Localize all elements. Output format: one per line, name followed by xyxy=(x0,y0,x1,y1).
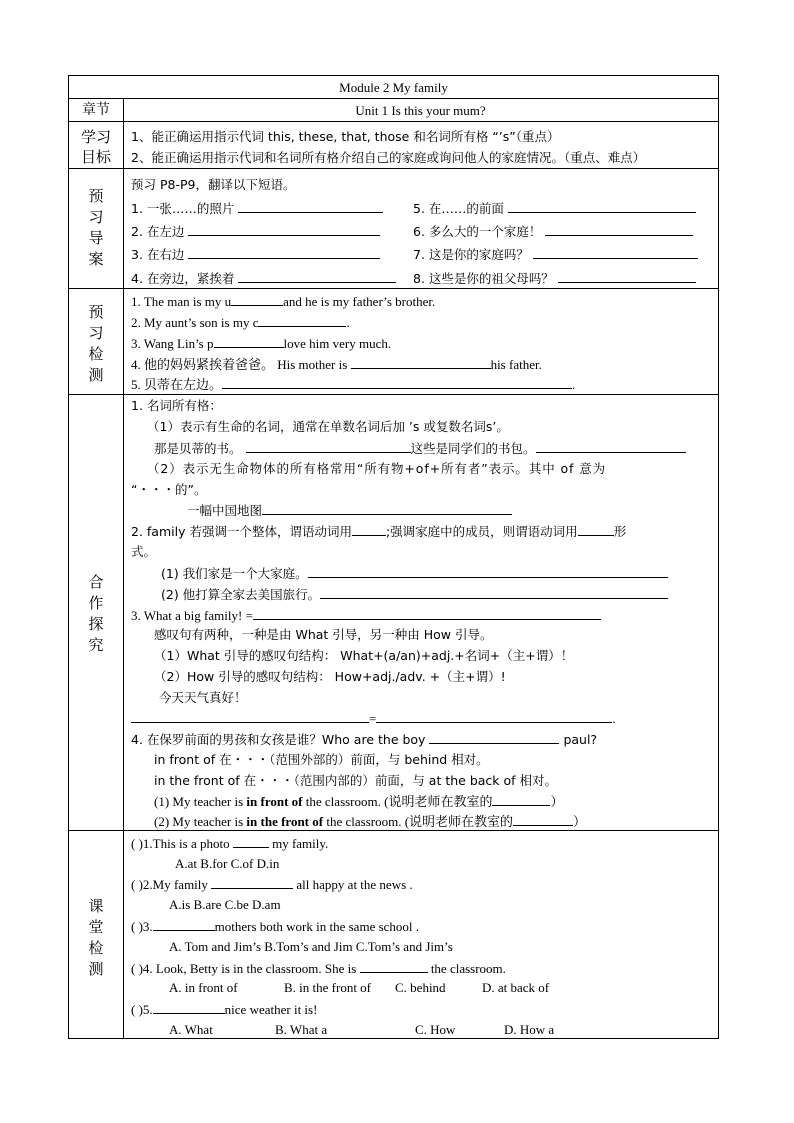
answer-blank[interactable] xyxy=(558,270,696,283)
check-line-5 xyxy=(131,376,575,393)
text: the classroom. (说明老师在教室的 xyxy=(326,814,514,829)
label-char: 预 xyxy=(88,187,104,205)
answer-blank[interactable] xyxy=(352,523,386,536)
text: nice weather it is! xyxy=(224,1002,318,1017)
answer-blank[interactable] xyxy=(360,960,428,973)
text: (2) 他打算全家去美国旅行。 xyxy=(161,587,321,602)
section-3-example: 今天天气真好！ xyxy=(159,690,247,705)
section-4-example-2 xyxy=(154,813,586,830)
answer-blank[interactable] xyxy=(308,565,668,578)
phrase-text: 6. 多么大的一个家庭！ xyxy=(413,224,542,239)
text: my family. xyxy=(272,836,329,851)
phrase-item xyxy=(131,200,383,217)
lesson-plan-table xyxy=(68,75,719,1039)
answer-blank[interactable] xyxy=(351,356,491,369)
goals-label-line: 学习 xyxy=(80,128,111,146)
answer-blank[interactable] xyxy=(258,314,346,327)
text: love him very much. xyxy=(283,336,392,351)
label-char: 测 xyxy=(88,960,104,978)
question-4 xyxy=(131,960,506,977)
text: the classroom. xyxy=(430,961,506,976)
question-4-option-d: D. at back of xyxy=(482,980,550,995)
answer-blank[interactable] xyxy=(536,440,686,453)
row-divider xyxy=(69,394,718,395)
goal-2: 2、能正确运用指示代词和名词所有格介绍自己的家庭或询问他人的家庭情况。（重点、难点） xyxy=(131,150,646,165)
check-line-1 xyxy=(131,293,435,310)
question-5-option-b: B. What a xyxy=(275,1022,328,1037)
class-test-label xyxy=(69,896,123,980)
label-char: 究 xyxy=(88,636,104,654)
label-char: 堂 xyxy=(88,918,104,936)
text: ( )4. Look, Betty is in the classroom. She is xyxy=(131,961,357,976)
check-line-2 xyxy=(131,314,350,331)
text: 形 xyxy=(613,524,627,539)
phrase-item xyxy=(131,223,380,240)
text: the classroom. (说明老师在教室的 xyxy=(305,794,493,809)
answer-blank[interactable] xyxy=(533,246,698,259)
section-1-example-1 xyxy=(154,440,686,457)
section-3-what: （1）What 引导的感叹句结构： What+(a/an)+adj.+名词+（主+谓）！ xyxy=(154,648,574,663)
row-divider xyxy=(69,121,718,122)
phrase-item xyxy=(413,270,696,287)
phrase-item xyxy=(413,200,696,217)
row-divider xyxy=(69,288,718,289)
section-4-title xyxy=(131,731,597,748)
text: in the front of xyxy=(246,814,324,829)
text: ） xyxy=(573,814,587,829)
text: = xyxy=(369,711,377,726)
phrase-text: 5. 在……的前面 xyxy=(413,201,504,216)
phrase-item xyxy=(413,246,698,263)
label-char: 测 xyxy=(88,366,104,384)
text: 5. 贝蒂在左边。 xyxy=(131,377,223,392)
question-4-option-b: B. in the front of xyxy=(284,980,372,995)
text: ( )3. xyxy=(131,919,153,934)
answer-blank[interactable] xyxy=(214,335,284,348)
goals-label-line: 目标 xyxy=(80,148,111,166)
text: ） xyxy=(550,794,564,809)
section-1-rule-1: （1）表示有生命的名词，通常在单数名词后加 ’s 或复数名词s’。 xyxy=(147,419,509,434)
text: all happy at the news . xyxy=(296,877,413,892)
section-1-rule-2b: “・・・的”。 xyxy=(131,482,207,497)
text: ;强调家庭中的成员，则谓语动词用 xyxy=(385,524,578,539)
goal-1: 1、能正确运用指示代词 this, these, that, those 和名词所有格 “’s”（重点） xyxy=(131,129,560,144)
label-char: 习 xyxy=(88,208,104,226)
answer-blank[interactable] xyxy=(238,200,383,213)
label-char: 习 xyxy=(88,324,104,342)
answer-blank[interactable] xyxy=(429,731,559,744)
label-char: 探 xyxy=(88,615,104,633)
answer-blank[interactable] xyxy=(320,586,668,599)
answer-blank[interactable] xyxy=(233,835,269,848)
answer-blank[interactable] xyxy=(188,246,380,259)
phrase-item xyxy=(413,223,693,240)
label-char: 课 xyxy=(88,897,104,915)
text: 一幅中国地图 xyxy=(187,503,263,518)
phrase-text: 1. 一张……的照片 xyxy=(131,201,235,216)
text: 这些是同学们的书包。 xyxy=(410,441,536,456)
phrase-item xyxy=(131,270,396,287)
section-3-answer xyxy=(131,710,616,727)
label-char: 预 xyxy=(88,303,104,321)
phrase-text: 2. 在左边 xyxy=(131,224,185,239)
answer-blank[interactable] xyxy=(231,293,283,306)
text: 3. Wang Lin’s p xyxy=(131,336,214,351)
label-char: 检 xyxy=(88,939,104,957)
answer-blank[interactable] xyxy=(513,813,573,826)
section-3-how: （2）How 引导的感叹句结构： How+adj./adv. +（主+谓）! xyxy=(154,669,506,684)
answer-blank[interactable] xyxy=(578,523,614,536)
unit-title: Unit 1 Is this your mum? xyxy=(355,103,486,118)
text: (2) My teacher is xyxy=(154,814,244,829)
label-char: 合 xyxy=(88,573,104,591)
answer-blank[interactable] xyxy=(188,223,380,236)
section-2-line-b: 式。 xyxy=(131,544,157,559)
question-5-option-c: C. How xyxy=(415,1022,456,1037)
phrase-text: 7. 这是你的家庭吗？ xyxy=(413,247,529,262)
module-title: Module 2 My family xyxy=(339,80,448,95)
phrase-text: 4. 在旁边，紧挨着 xyxy=(131,271,235,286)
text: 1. The man is my u xyxy=(131,294,232,309)
section-1-title: 1. 名词所有格： xyxy=(131,398,222,413)
answer-blank[interactable] xyxy=(153,1001,225,1014)
question-5-option-d: D. How a xyxy=(504,1022,555,1037)
label-char: 作 xyxy=(88,594,104,612)
row-divider xyxy=(69,830,718,831)
question-3-options: A. Tom and Jim’s B.Tom’s and Jim C.Tom’s and Jim’s xyxy=(169,939,453,954)
text: 2. family 若强调一个整体，谓语动词用 xyxy=(131,524,352,539)
section-3-title xyxy=(131,607,601,624)
answer-blank[interactable] xyxy=(253,607,601,620)
text: . xyxy=(612,711,616,726)
row-divider xyxy=(69,98,718,99)
label-char: 检 xyxy=(88,345,104,363)
answer-blank[interactable] xyxy=(508,200,696,213)
question-3 xyxy=(131,918,419,935)
answer-blank[interactable] xyxy=(376,710,612,723)
text: 那是贝蒂的书。 xyxy=(154,441,242,456)
question-1-options: A.at B.for C.of D.in xyxy=(175,856,280,871)
answer-blank[interactable] xyxy=(153,918,215,931)
question-1 xyxy=(131,835,328,852)
label-char: 案 xyxy=(88,250,104,268)
check-line-3 xyxy=(131,335,391,352)
phrase-text: 3. 在右边 xyxy=(131,247,185,262)
text: 3. What a big family! = xyxy=(131,608,253,623)
preview-check-label xyxy=(69,302,123,386)
label-char: 导 xyxy=(88,229,104,247)
answer-blank[interactable] xyxy=(545,223,693,236)
section-1-rule-2: （2）表示无生命物体的所有格常用“所有物+of+所有者”表示。其中 of 意为 xyxy=(147,461,606,476)
answer-blank[interactable] xyxy=(211,876,293,889)
goals-label xyxy=(69,127,123,167)
answer-blank[interactable] xyxy=(492,793,550,806)
answer-blank[interactable] xyxy=(262,502,512,515)
answer-blank[interactable] xyxy=(131,710,369,723)
section-4-example-1 xyxy=(154,793,563,810)
question-4-option-a: A. in front of xyxy=(169,980,238,995)
question-5 xyxy=(131,1001,317,1018)
section-2-line xyxy=(131,523,626,540)
section-3-intro: 感叹句有两种，一种是由 What 引导，另一种由 How 引导。 xyxy=(154,627,493,642)
chapter-label: 章节 xyxy=(82,102,110,118)
text: ( )1.This is a photo xyxy=(131,836,230,851)
question-2 xyxy=(131,876,413,893)
text: (1) 我们家是一个大家庭。 xyxy=(161,566,308,581)
explore-label xyxy=(69,572,123,656)
text: . xyxy=(346,315,350,330)
section-1-example-2 xyxy=(187,502,512,519)
text: (1) My teacher is xyxy=(154,794,244,809)
text: and he is my father’s brother. xyxy=(283,294,436,309)
text: in front of xyxy=(246,794,303,809)
section-2-example-1 xyxy=(161,565,668,582)
text: paul? xyxy=(563,732,598,747)
check-line-4 xyxy=(131,356,542,373)
question-4-option-c: C. behind xyxy=(395,980,446,995)
text: ( )2.My family xyxy=(131,877,208,892)
row-divider xyxy=(69,168,718,169)
section-4-in-front-of: in front of 在・・・（范围外部的）前面，与 behind 相对。 xyxy=(154,752,489,767)
text: ( )5. xyxy=(131,1002,153,1017)
text: 2. My aunt’s son is my c xyxy=(131,315,259,330)
preview-guide-label xyxy=(69,186,123,270)
text: 4. 在保罗前面的男孩和女孩是谁？Who are the boy xyxy=(131,732,426,747)
answer-blank[interactable] xyxy=(222,376,572,389)
question-5-option-a: A. What xyxy=(169,1022,213,1037)
section-2-example-2 xyxy=(161,586,668,603)
text: mothers both work in the same school . xyxy=(214,919,420,934)
question-2-options: A.is B.are C.be D.am xyxy=(169,897,281,912)
answer-blank[interactable] xyxy=(246,440,411,453)
preview-intro: 预习 P8-P9，翻译以下短语。 xyxy=(131,177,296,192)
text: his father. xyxy=(490,357,542,372)
phrase-text: 8. 这些是你的祖父母吗？ xyxy=(413,271,554,286)
text: 4. 他的妈妈紧挨着爸爸。 His mother is xyxy=(131,357,348,372)
phrase-item xyxy=(131,246,380,263)
text: . xyxy=(572,377,576,392)
section-4-in-the-front-of: in the front of 在・・・（范围内部的）前面，与 at the back of 相对。 xyxy=(154,773,558,788)
column-divider xyxy=(123,98,124,1038)
answer-blank[interactable] xyxy=(238,270,396,283)
